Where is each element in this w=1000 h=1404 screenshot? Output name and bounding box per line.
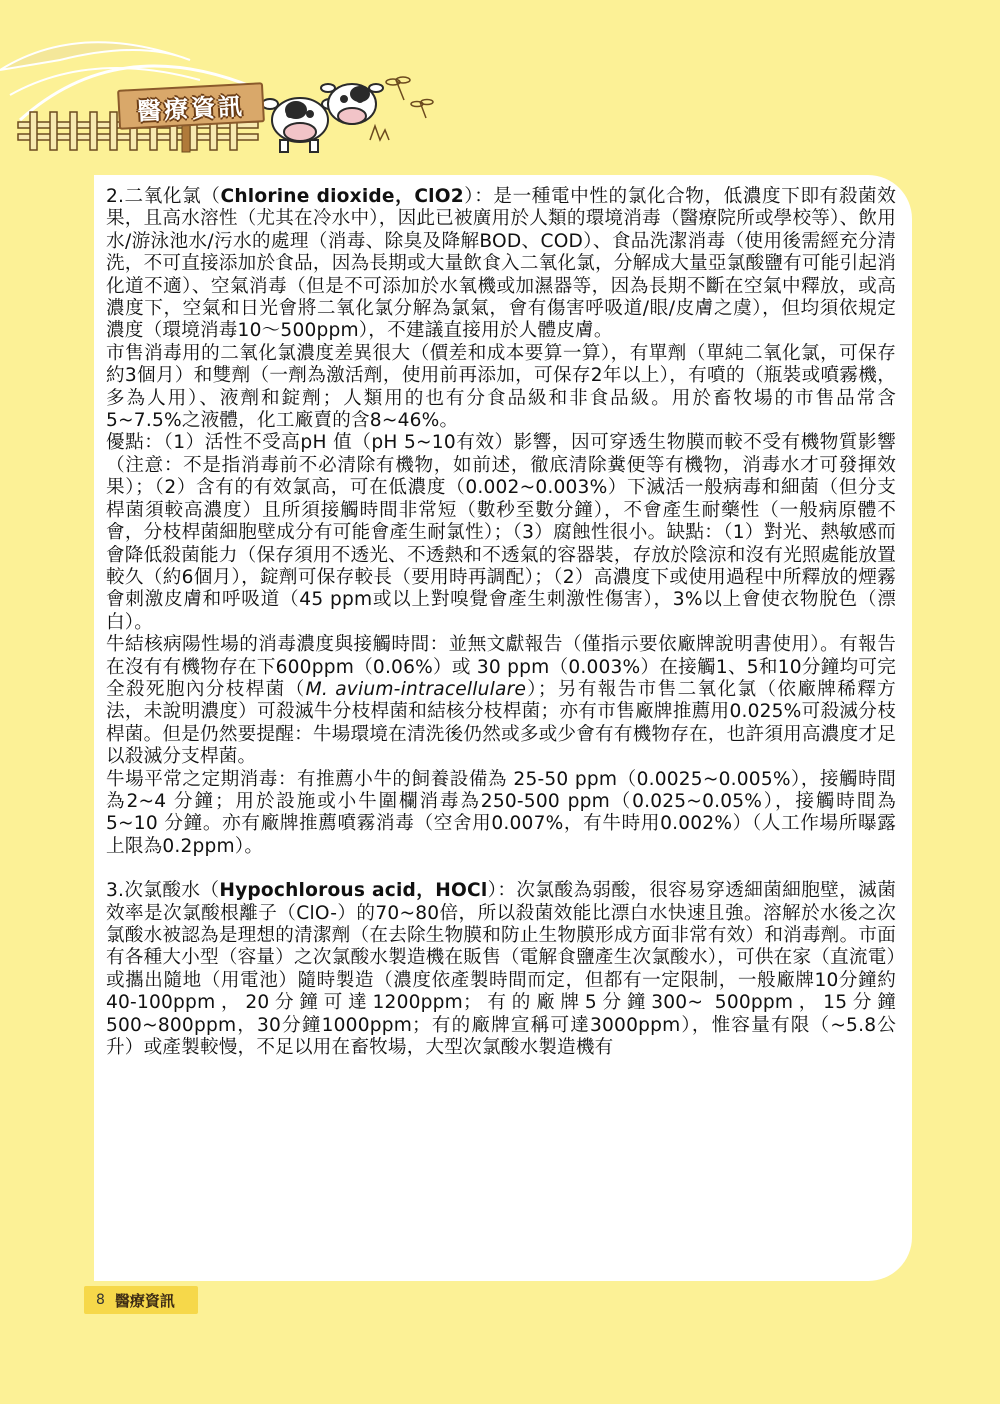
article-body	[106, 186, 896, 1059]
section-title-suffix: ）	[463, 186, 475, 207]
paragraph-text: 牛結核病陽性場的消毒濃度與接觸時間：並無文獻報告（僅指示要依廠牌說明書使用）。有報告在沒有有機物存在下600ppm（0.06%）或 30 ppm（0.003%）在接觸1、5和10分鐘均可完全殺死胞內分枝桿菌（	[106, 634, 896, 700]
section-paragraph: 牛場平常之定期消毒：有推薦小牛的飼養設備為 25-50 ppm（0.0025~0.005%），接觸時間為2~4 分鐘；用於設施或小牛圍欄消毒為250-500 ppm（0.025~0.05%），接觸時間為5~10 分鐘。亦有廠牌推薦噴霧消毒（空舍用0.007%，有牛時用0.002%）（人工作場所曝露上限為0.2ppm）。	[106, 768, 896, 857]
cow-illustration	[321, 84, 383, 124]
section-title-prefix: 3.次氯酸水（	[106, 880, 220, 902]
section-paragraph	[106, 634, 896, 768]
species-name: M. avium-intracellulare	[305, 678, 527, 700]
section-badge	[117, 82, 265, 130]
dragonfly-illustration	[386, 77, 433, 118]
section-title: Hypochlorous acid，HOCl	[219, 880, 488, 902]
page-number: 8	[96, 1292, 105, 1308]
paragraph-text: ：是一種電中性的氯化合物，低濃度下即有殺菌效果，且高水溶性（尤其在冷水中），因此已被廣用於人類的環境消毒（醫療院所或學校等）、飲用水/游泳池水/污水的處理（消毒、除臭及降解BOD、COD）、食品洗潔消毒（使用後需經充分清洗，不可直接添加於食品，因為長期或大量飲食入二氧化氯，分解成大量亞氯酸鹽有可能引起消化道不適）、空氣消毒（但是不可添加於水氧機或加濕器等，因為長期不斷在空氣中釋放，或高濃度下，空氣和日光會將二氧化氯分解為氯氣，會有傷害呼吸道/眼/皮膚之虞），但均須依規定濃度（環境消毒10～500ppm），不建議直接用於人體皮膚。	[106, 186, 896, 342]
section-paragraph	[106, 880, 896, 1059]
cow-illustration	[262, 98, 338, 152]
paragraph-text: ：次氯酸為弱酸，很容易穿透細菌細胞壁，滅菌效率是次氯酸根離子（ClO-）的70~80倍，所以殺菌效能比漂白水快速且強。溶解於水後之次氯酸水被認為是理想的清潔劑（在去除生物膜和防止生物膜形成方面非常有效）和消毒劑。市面有各種大小型（容量）之次氯酸水製造機在販售（電解食鹽產生次氯酸水），可供在家（直流電）或攜出隨地（用電池）隨時製造（濃度依產製時間而定，但都有一定限制，一般廠牌10分鐘約40-100ppm，20分鐘可達1200ppm；有的廠牌5分鐘300~ 500ppm，15分鐘500~800ppm，30分鐘1000ppm；有的廠牌宣稱可達3000ppm），惟容量有限（~5.8公升）或產製較慢，不足以用在畜牧場，大型次氯酸水製造機有	[106, 880, 897, 1059]
paragraph-text: ）；另有報告市售二氧化氯（依廠牌稀釋方法，未說明濃度）可殺滅牛分枝桿菌和結核分枝桿菌；亦有市售廠牌推薦用0.025%可殺滅分枝桿菌。但是仍然要提醒：牛場環境在清洗後仍然或多或少會有有機物存在，也許須用高濃度才足以殺滅分支桿菌。	[106, 678, 896, 768]
section-paragraph: 優點：（1）活性不受高pH 值（pH 5~10有效）影響，因可穿透生物膜而較不受有機物質影響（注意：不是指消毒前不必清除有機物，如前述，徹底清除糞便等有機物，消毒水才可發揮效果）；（2）含有的有效氯高，可在低濃度（0.002~0.003%）下滅活一般病毒和細菌（但分支桿菌須較高濃度）且所須接觸時間非常短（數秒至數分鐘），不會產生耐藥性（一般病原體不會，分枝桿菌細胞壁成分有可能會產生耐氯性）；（3）腐蝕性很小。缺點：（1）對光、熱敏感而會降低殺菌能力（保存須用不透光、不透熱和不透氣的容器裝，存放於陰涼和沒有光照處能放置較久（約6個月），錠劑可保存較長（要用時再調配）；（2）高濃度下或使用過程中所釋放的煙霧會刺激皮膚和呼吸道（45 ppm或以上對嗅覺會產生刺激性傷害），3%以上會使衣物脫色（漂白）。	[106, 432, 896, 633]
section-paragraph: 市售消毒用的二氧化氯濃度差異很大（價差和成本要算一算），有單劑（單純二氧化氯，可保存約3個月）和雙劑（一劑為激活劑，使用前再添加，可保存2年以上），有噴的（瓶裝或噴霧機，多為人用）、液劑和錠劑；人類用的也有分食品級和非食品級。用於畜牧場的市售品常含5~7.5%之液體，化工廠賣的含8~46%。	[106, 342, 896, 432]
footer-section-label: 醫療資訊	[114, 1291, 175, 1310]
section-title: Chlorine dioxide，ClO2	[220, 186, 464, 207]
section-title-prefix: 2.二氧化氯（	[106, 186, 221, 207]
section-badge-text: 醫療資訊	[136, 91, 246, 126]
section-paragraph	[106, 186, 896, 343]
section-title-suffix: ）	[487, 880, 498, 902]
page-footer	[84, 1285, 204, 1315]
